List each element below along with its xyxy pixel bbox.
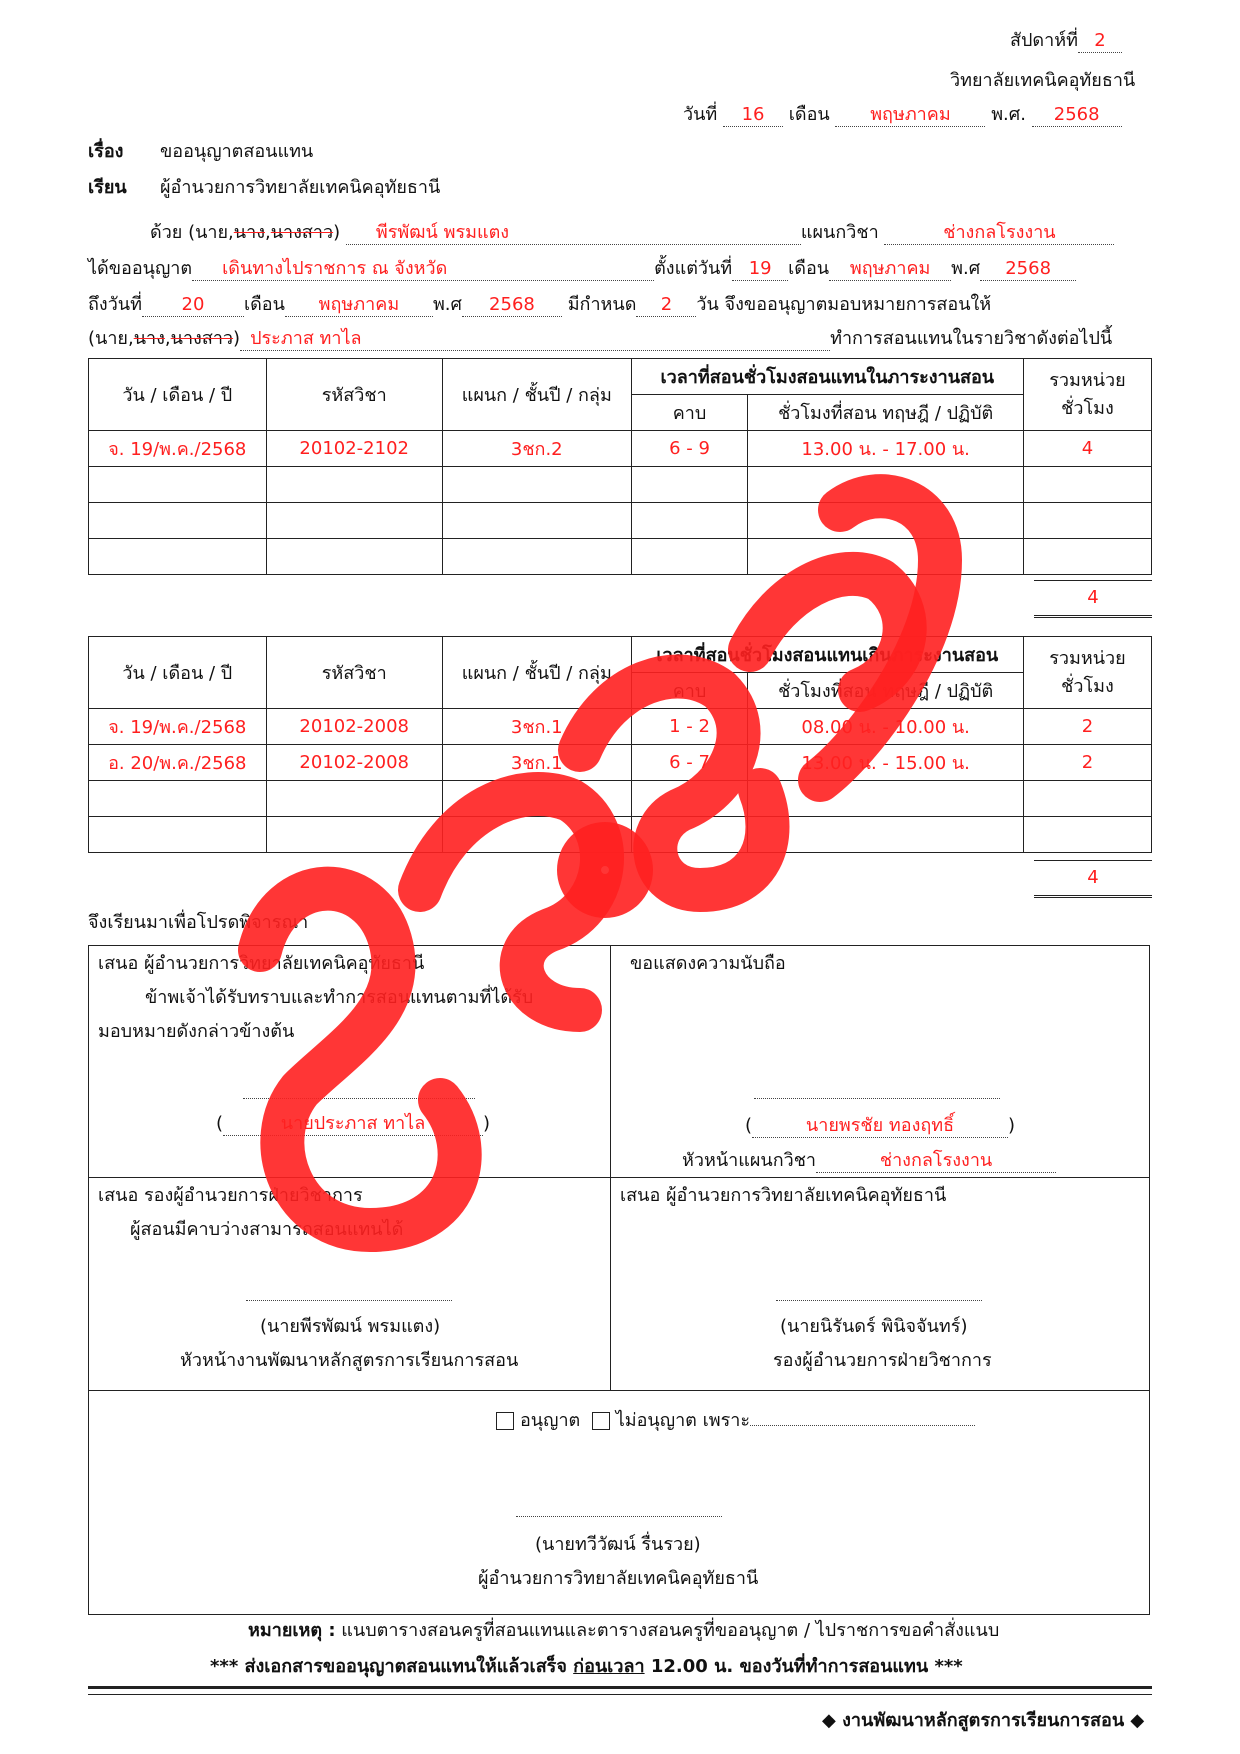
approve-checkbox[interactable] xyxy=(496,1412,514,1430)
col-date-header: วัน / เดือน / ปี xyxy=(89,637,267,709)
box2-signature-line xyxy=(754,1098,1000,1099)
col-code-header: รหัสวิชา xyxy=(266,359,442,431)
col-time-header: เวลาที่สอนชั่วโมงสอนแทนในภาระงานสอน xyxy=(631,359,1023,395)
box1-line2: มอบหมายดังกล่าวข้างต้น xyxy=(98,1021,295,1042)
box3-signature-line xyxy=(246,1300,452,1301)
box2-position: หัวหน้าแผนกวิชา ช่างกลโรงงาน xyxy=(682,1150,1056,1173)
director-name: (นายทวีวัฒน์ รื่นรวย) xyxy=(535,1534,701,1555)
col-hours-header: ชั่วโมงที่สอน ทฤษฎี / ปฏิบัติ xyxy=(748,673,1024,709)
box3-signer: (นายพีรพัฒน์ พรมแตง) xyxy=(260,1316,441,1337)
letter-date: วันที่ 16 เดือน พฤษภาคม พ.ศ. 2568 xyxy=(683,104,1122,127)
table-row xyxy=(89,539,1152,575)
col-time-header: เวลาที่สอนชั่วโมงสอนแทนเกินภาระงานสอน xyxy=(631,637,1023,673)
approval-divider-2 xyxy=(88,1390,1149,1391)
col-total-header: รวมหน่วย ชั่วโมง xyxy=(1023,637,1151,709)
box1-signer: ( นายประภาส ทาไล ) xyxy=(216,1113,491,1134)
reject-checkbox[interactable] xyxy=(592,1412,610,1430)
table-row xyxy=(89,467,1152,503)
box1-title: เสนอ ผู้อำนวยการวิทยาลัยเทคนิคอุทัยธานี xyxy=(98,953,425,974)
approval-divider-1 xyxy=(88,1177,1149,1178)
table-out-sum: 4 xyxy=(1034,860,1152,898)
col-code-header: รหัสวิชา xyxy=(266,637,442,709)
col-date-header: วัน / เดือน / ปี xyxy=(89,359,267,431)
body-line-1: ด้วย (นาย,นาง,นางสาว) พีรพัฒน์ พรมแตง แผนกวิชา ช่างกลโรงงาน xyxy=(150,222,1114,245)
teaching-table-within-load xyxy=(88,358,1152,575)
col-total-header: รวมหน่วย ชั่วโมง xyxy=(1023,359,1151,431)
footer-double-rule xyxy=(88,1686,1152,1695)
box4-position: รองผู้อำนวยการฝ่ายวิชาการ xyxy=(773,1350,992,1371)
footer-note: หมายเหตุ : แนบตารางสอนครูที่สอนแทนและตารางสอนครูที่ขออนุญาต / ไปราชการขอคำสั่งแนบ xyxy=(248,1620,1000,1641)
box1-line1: ข้าพเจ้าได้รับทราบและทำการสอนแทนตามที่ได้รับ xyxy=(145,987,534,1008)
col-group-header: แผนก / ชั้นปี / กลุ่ม xyxy=(442,637,631,709)
body-line-3: ถึงวันที่ 20 เดือน พฤษภาคม พ.ศ 2568 มีกำหนด 2 วัน จึงขออนุญาตมอบหมายการสอนให้ xyxy=(88,294,992,315)
diamond-icon: ◆ xyxy=(1130,1710,1145,1731)
approve-label: อนุญาต xyxy=(520,1410,581,1431)
approval-section xyxy=(88,945,1150,1615)
col-period-header: คาบ xyxy=(631,673,748,709)
table-row xyxy=(89,781,1152,817)
diamond-icon: ◆ xyxy=(822,1710,836,1731)
table-row: อ. 20/พ.ค./2568 20102-2008 3ชก.1 6 - 7 13.00 น. - 15.00 น. 2 xyxy=(89,745,1152,781)
closing-text: จึงเรียนมาเพื่อโปรดพิจารณา xyxy=(88,912,309,933)
col-hours-header: ชั่วโมงที่สอน ทฤษฎี / ปฏิบัติ xyxy=(748,395,1024,431)
college-name: วิทยาลัยเทคนิคอุทัยธานี xyxy=(950,70,1136,91)
teaching-table-over-load xyxy=(88,636,1152,853)
director-position: ผู้อำนวยการวิทยาลัยเทคนิคอุทัยธานี xyxy=(478,1568,759,1589)
table-in-sum: 4 xyxy=(1034,580,1152,618)
week-number: สัปดาห์ที่ 2 xyxy=(1010,30,1122,53)
box4-signer: (นายนิรันดร์ พินิจจันทร์) xyxy=(780,1316,968,1337)
table-row xyxy=(89,817,1152,853)
body-line-2: ได้ขออนุญาต เดินทางไปราชการ ณ จังหวัด ตั้งแต่วันที่ 19 เดือน พฤษภาคม พ.ศ 2568 xyxy=(88,258,1076,281)
table-row: จ. 19/พ.ค./2568 20102-2008 3ชก.1 1 - 2 08.00 น. - 10.00 น. 2 xyxy=(89,709,1152,745)
box3-line1: ผู้สอนมีคาบว่างสามารถสอนแทนได้ xyxy=(130,1219,404,1240)
col-group-header: แผนก / ชั้นปี / กลุ่ม xyxy=(442,359,631,431)
box2-title: ขอแสดงความนับถือ xyxy=(630,953,786,974)
table-row xyxy=(89,503,1152,539)
col-period-header: คาบ xyxy=(631,395,748,431)
box3-position: หัวหน้างานพัฒนาหลักสูตรการเรียนการสอน xyxy=(180,1350,519,1371)
recipient-line: เรียน ผู้อำนวยการวิทยาลัยเทคนิคอุทัยธานี xyxy=(88,177,441,198)
box4-title: เสนอ ผู้อำนวยการวิทยาลัยเทคนิคอุทัยธานี xyxy=(620,1185,947,1206)
table-row: จ. 19/พ.ค./2568 20102-2102 3ชก.2 6 - 9 13.00 น. - 17.00 น. 4 xyxy=(89,431,1152,467)
director-decision xyxy=(496,1410,975,1432)
approval-vertical-divider xyxy=(610,945,611,1390)
box4-signature-line xyxy=(776,1300,982,1301)
reject-label: ไม่อนุญาต เพราะ xyxy=(615,1410,751,1431)
box3-title: เสนอ รองผู้อำนวยการฝ่ายวิชาการ xyxy=(98,1185,363,1206)
subject-line: เรื่อง ขออนุญาตสอนแทน xyxy=(88,141,314,162)
box1-signature-line xyxy=(243,1098,475,1099)
footer-department: ◆ งานพัฒนาหลักสูตรการเรียนการสอน ◆ xyxy=(822,1710,1145,1731)
box2-signer: ( นายพรชัย ทองฤทธิ์ ) xyxy=(745,1115,1016,1136)
footer-warning: *** ส่งเอกสารขออนุญาตสอนแทนให้แล้วเสร็จ ก่อนเวลา 12.00 น. ของวันที่ทำการสอนแทน *** xyxy=(210,1656,963,1677)
director-signature-line xyxy=(516,1516,722,1517)
body-line-4: (นาย,นาง,นางสาว) ประภาส ทาไล ทำการสอนแทนในรายวิชาดังต่อไปนี้ xyxy=(88,328,1113,349)
